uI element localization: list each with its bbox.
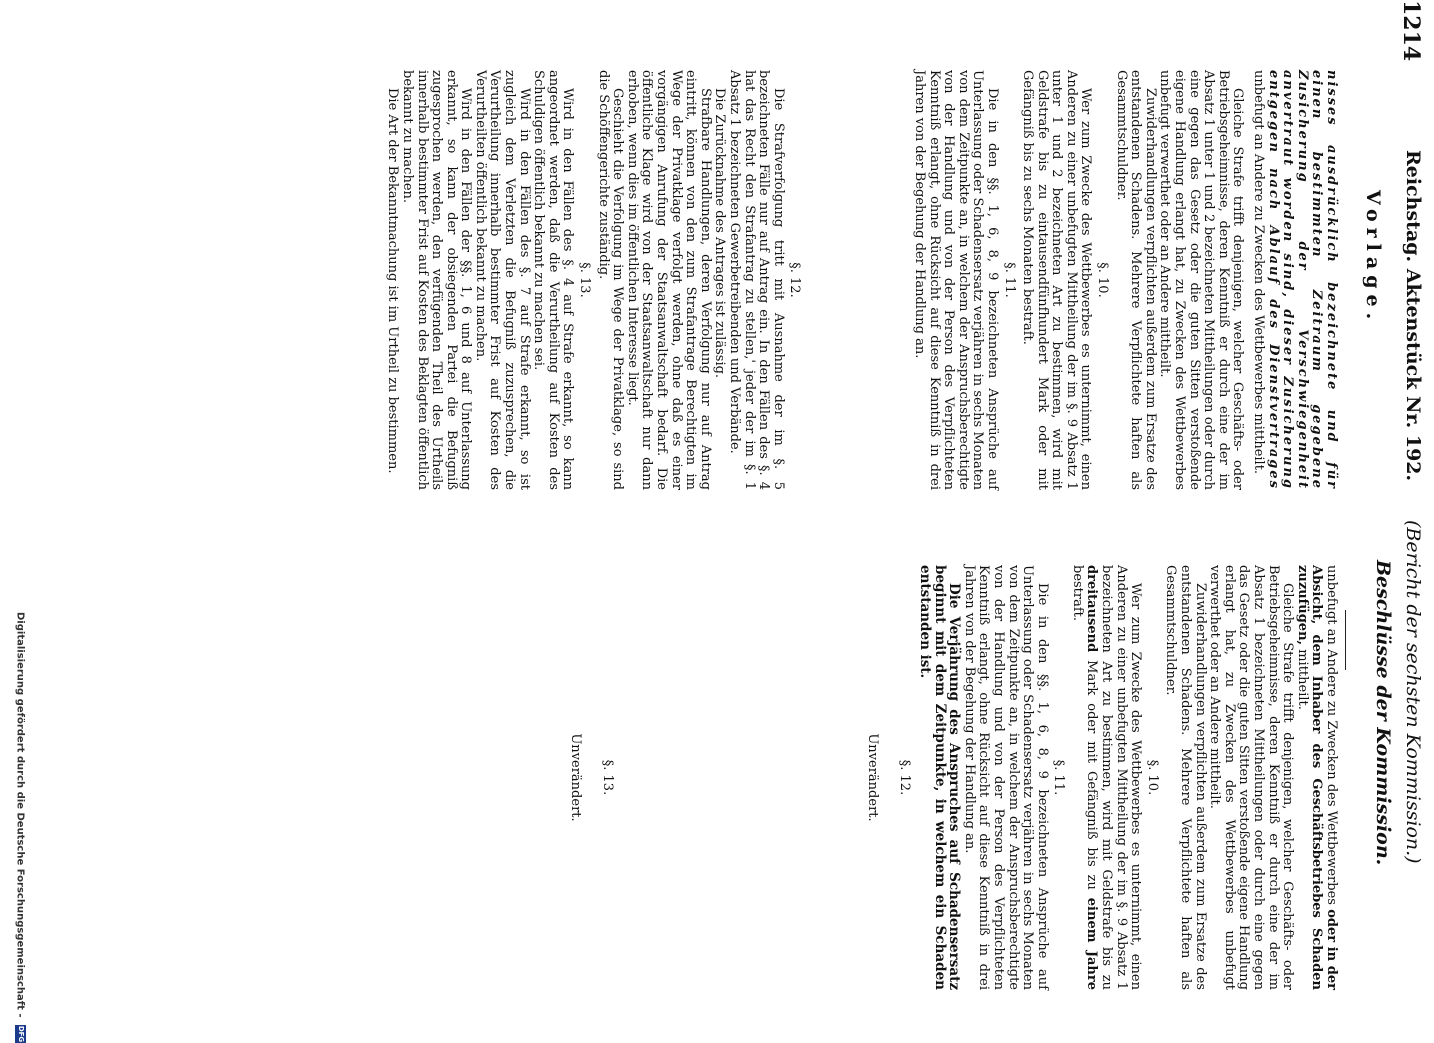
left-sec12: §. 12. xyxy=(787,262,803,298)
right-p1: Gleiche Strafe trifft denjenigen, welcher Geschäfts- oder Betriebsgeheimnisse, deren Kenntniß er durch eine der im Absatz 1 bezeichneten Mittheilungen oder durch eine gegen das Gesetz oder die guten Sitten verstoßende eigene Handlung erlangt hat, zu Zwecken des Wettbewerbes unbefugt verwerthet oder an Andere mittheilt. xyxy=(1207,565,1296,990)
right-sec13: §. 13. xyxy=(600,759,616,796)
left-p12c: Strafbare Handlungen, deren Verfolgung nur auf Antrag eintritt, können von den zum Strafantrage Berechtigten im Wege der Privatklage verfolgt werden, ohne daß es einer vorgängigen Anrufung der Staatsanwaltschaft bedarf. Die öffentliche Klage wird von der Staatsanwaltschaft nur dann erhoben, wenn dies im öffentlichen Interesse liegt. xyxy=(624,70,713,490)
left-sec10: §. 10. xyxy=(1095,262,1111,298)
left-p10: Wer zum Zwecke des Wettbewerbes es unternimmt, einen Anderen zu einer unbefugten Mittheilung der im §. 9 Absatz 1 unter 1 und 2 bezeichneten Art zu bestimmen, wird mit Geldstrafe bis zu eintausendfünfhundert Mark oder mit Gefängniß bis zu sechs Monaten bestraft. xyxy=(1020,70,1094,490)
dfg-logo-icon: DFG xyxy=(17,1025,25,1043)
footer-text-wrap xyxy=(6,0,26,1043)
right-p10c: bestraft. xyxy=(1069,565,1085,622)
left-p12d: Geschieht die Verfolgung im Wege der Privatklage, so sind die Schöffengerichte zuständig. xyxy=(595,70,626,490)
right-p2: Zuwiderhandlungen verpflichten außerdem zum Ersatze des entstandenen Schadens. Mehrere Verpflichtete haften als Gesammtschuldner. xyxy=(1163,565,1208,990)
right-intro-c: mittheilt. xyxy=(1294,649,1310,710)
right-sec11: §. 11. xyxy=(1051,759,1067,796)
footer xyxy=(0,0,26,1043)
left-p13b: Wird in den Fällen des §. 7 auf Strafe erkannt, so ist zugleich dem Verletzten die Befugniß zuzusprechen, die Verurtheilung innerhalb bestimmter Frist auf Kosten des Verurtheilten öffentlich bekannt zu machen. xyxy=(472,70,532,490)
right-intro-a: unbefugt an Andere zu Zwecken des Wettbewerbes xyxy=(1324,565,1339,905)
right-column xyxy=(567,565,1338,990)
left-intro-rest: unbefugt an Andere zu Zwecken des Wettbewerbes mittheilt. xyxy=(1251,70,1267,475)
left-sec13: §. 13. xyxy=(577,262,593,298)
right-p10a: Wer zum Zwecke des Wettbewerbes es unternimmt, einen Anderen zu einer unbefugten Mittheilung der im §. 9 Absatz 1 bezeichneten Art zu bestimmen, wird mit Geldstrafe bis zu xyxy=(1099,565,1144,990)
left-column xyxy=(385,70,1338,490)
left-p13c: Wird in den Fällen der §§. 1, 6 und 8 auf Unterlassung erkannt, so kann der obsiegenden Partei die Befugniß zugesprochen werden, den verfügenden Theil des Urtheils innerhalb bestimmter Frist auf Kosten des Beklagten öffentlich bekannt zu machen. xyxy=(399,70,474,490)
left-intro-spaced: nisses ausdrücklich bezeichnete und für einen bestimmten Zeitraum gegebene Zusicherung der Verschwiegenheit anvertraut worden sind, dieser Zusicherung entgegen nach Ablauf des Dienstvertrages xyxy=(1265,70,1339,490)
left-column-heading: Vorlage. xyxy=(1362,190,1384,326)
left-p2: Zuwiderhandlungen verpflichten außerdem zum Ersatze des entstandenen Schadens. Mehrere Verpflichtete haften als Gesammtschuldner. xyxy=(1113,70,1158,490)
right-sec10: §. 10. xyxy=(1144,759,1160,796)
left-p13a: Wird in den Fällen des §. 4 auf Strafe erkannt, so kann angeordnet werden, daß die Verurtheilung auf Kosten des Schuldigen öffentlich bekannt zu machen sei. xyxy=(531,70,576,490)
left-p12a: Die Strafverfolgung tritt mit Ausnahme der im §. 5 bezeichneten Fälle nur auf Antrag ein. In den Fällen des §. 4 hat das Recht den Strafantrag zu stellen,' jeder der im §. 1 Absatz 1 bezeichneten Gewerbetreibenden und Verbände. xyxy=(727,70,786,490)
heading-rule xyxy=(1345,610,1346,670)
left-p1: Gleiche Strafe trifft denjenigen, welcher Geschäfts- oder Betriebsgeheimnisse, deren Kenntniß er durch eine der im Absatz 1 unter 1 und 2 bezeichneten Mittheilungen oder durch eine gegen das Gesetz oder die guten Sitten verstoßende eigene Handlung erlangt hat, zu Zwecken des Wettbewerbes unbefugt verwerthet oder an Andere mittheilt. xyxy=(1157,70,1246,490)
right-column-heading: Beschlüsse der Kommission. xyxy=(1372,560,1394,866)
left-p13d: Die Art der Bekanntmachung ist im Urtheil zu bestimmen. xyxy=(385,88,401,474)
left-p11: Die in den §§. 1, 6, 8, 9 bezeichneten Ansprüche auf Unterlassung oder Schadensersatz verjähren in sechs Monaten von dem Zeitpunkte an, in welchem der Anspruchsberechtigte von der Handlung und von der Person des Verpflichteten Kenntniß erlangt, ohne Rücksicht auf diese Kenntniß in drei Jahren von der Begehung der Handlung an. xyxy=(911,70,1000,490)
right-unchanged12: Unverändert. xyxy=(864,733,880,822)
right-p11: Die in den §§. 1, 6, 8, 9 bezeichneten Ansprüche auf Unterlassung oder Schadensersatz verjähren in sechs Monaten von dem Zeitpunkte an, in welchem der Anspruchsberechtigte von der Handlung und von der Person des Verpflichteten Kenntniß erlangt, ohne Rücksicht auf diese Kenntniß in drei Jahren von der Begehung der Handlung an. xyxy=(961,565,1050,990)
right-sec12: §. 12. xyxy=(897,759,913,796)
header-title: Reichstag. Aktenstück Nr. 192. xyxy=(1402,150,1424,482)
page-number: 1214 xyxy=(1398,0,1424,62)
right-p10b: Mark oder mit Gefängniß bis zu xyxy=(1084,660,1100,890)
right-p10-bold1: dreitausend xyxy=(1084,565,1100,653)
right-p11-bold: Die Verjährung des Anspruches auf Schadensersatz beginnt mit dem Zeitpunkte, in welchem ein Schaden entstanden ist. xyxy=(916,565,963,990)
right-unchanged13: Unverändert. xyxy=(567,733,583,822)
left-sec11: §. 11. xyxy=(1001,262,1017,298)
right-p10-bold2: einem Jahre xyxy=(1084,897,1100,990)
left-p12b: Die Zurücknahme des Antrages ist zulässig. xyxy=(712,88,728,379)
footer-text: Digitalisierung gefördert durch die Deutsche Forschungsgemeinschaft - xyxy=(14,612,26,1018)
right-intro-bold: oder in der Absicht, dem Inhaber des Geschäftsbetriebes Schaden zuzufügen, xyxy=(1294,565,1339,990)
header-subtitle: (Bericht der sechsten Kommission.) xyxy=(1402,520,1424,864)
